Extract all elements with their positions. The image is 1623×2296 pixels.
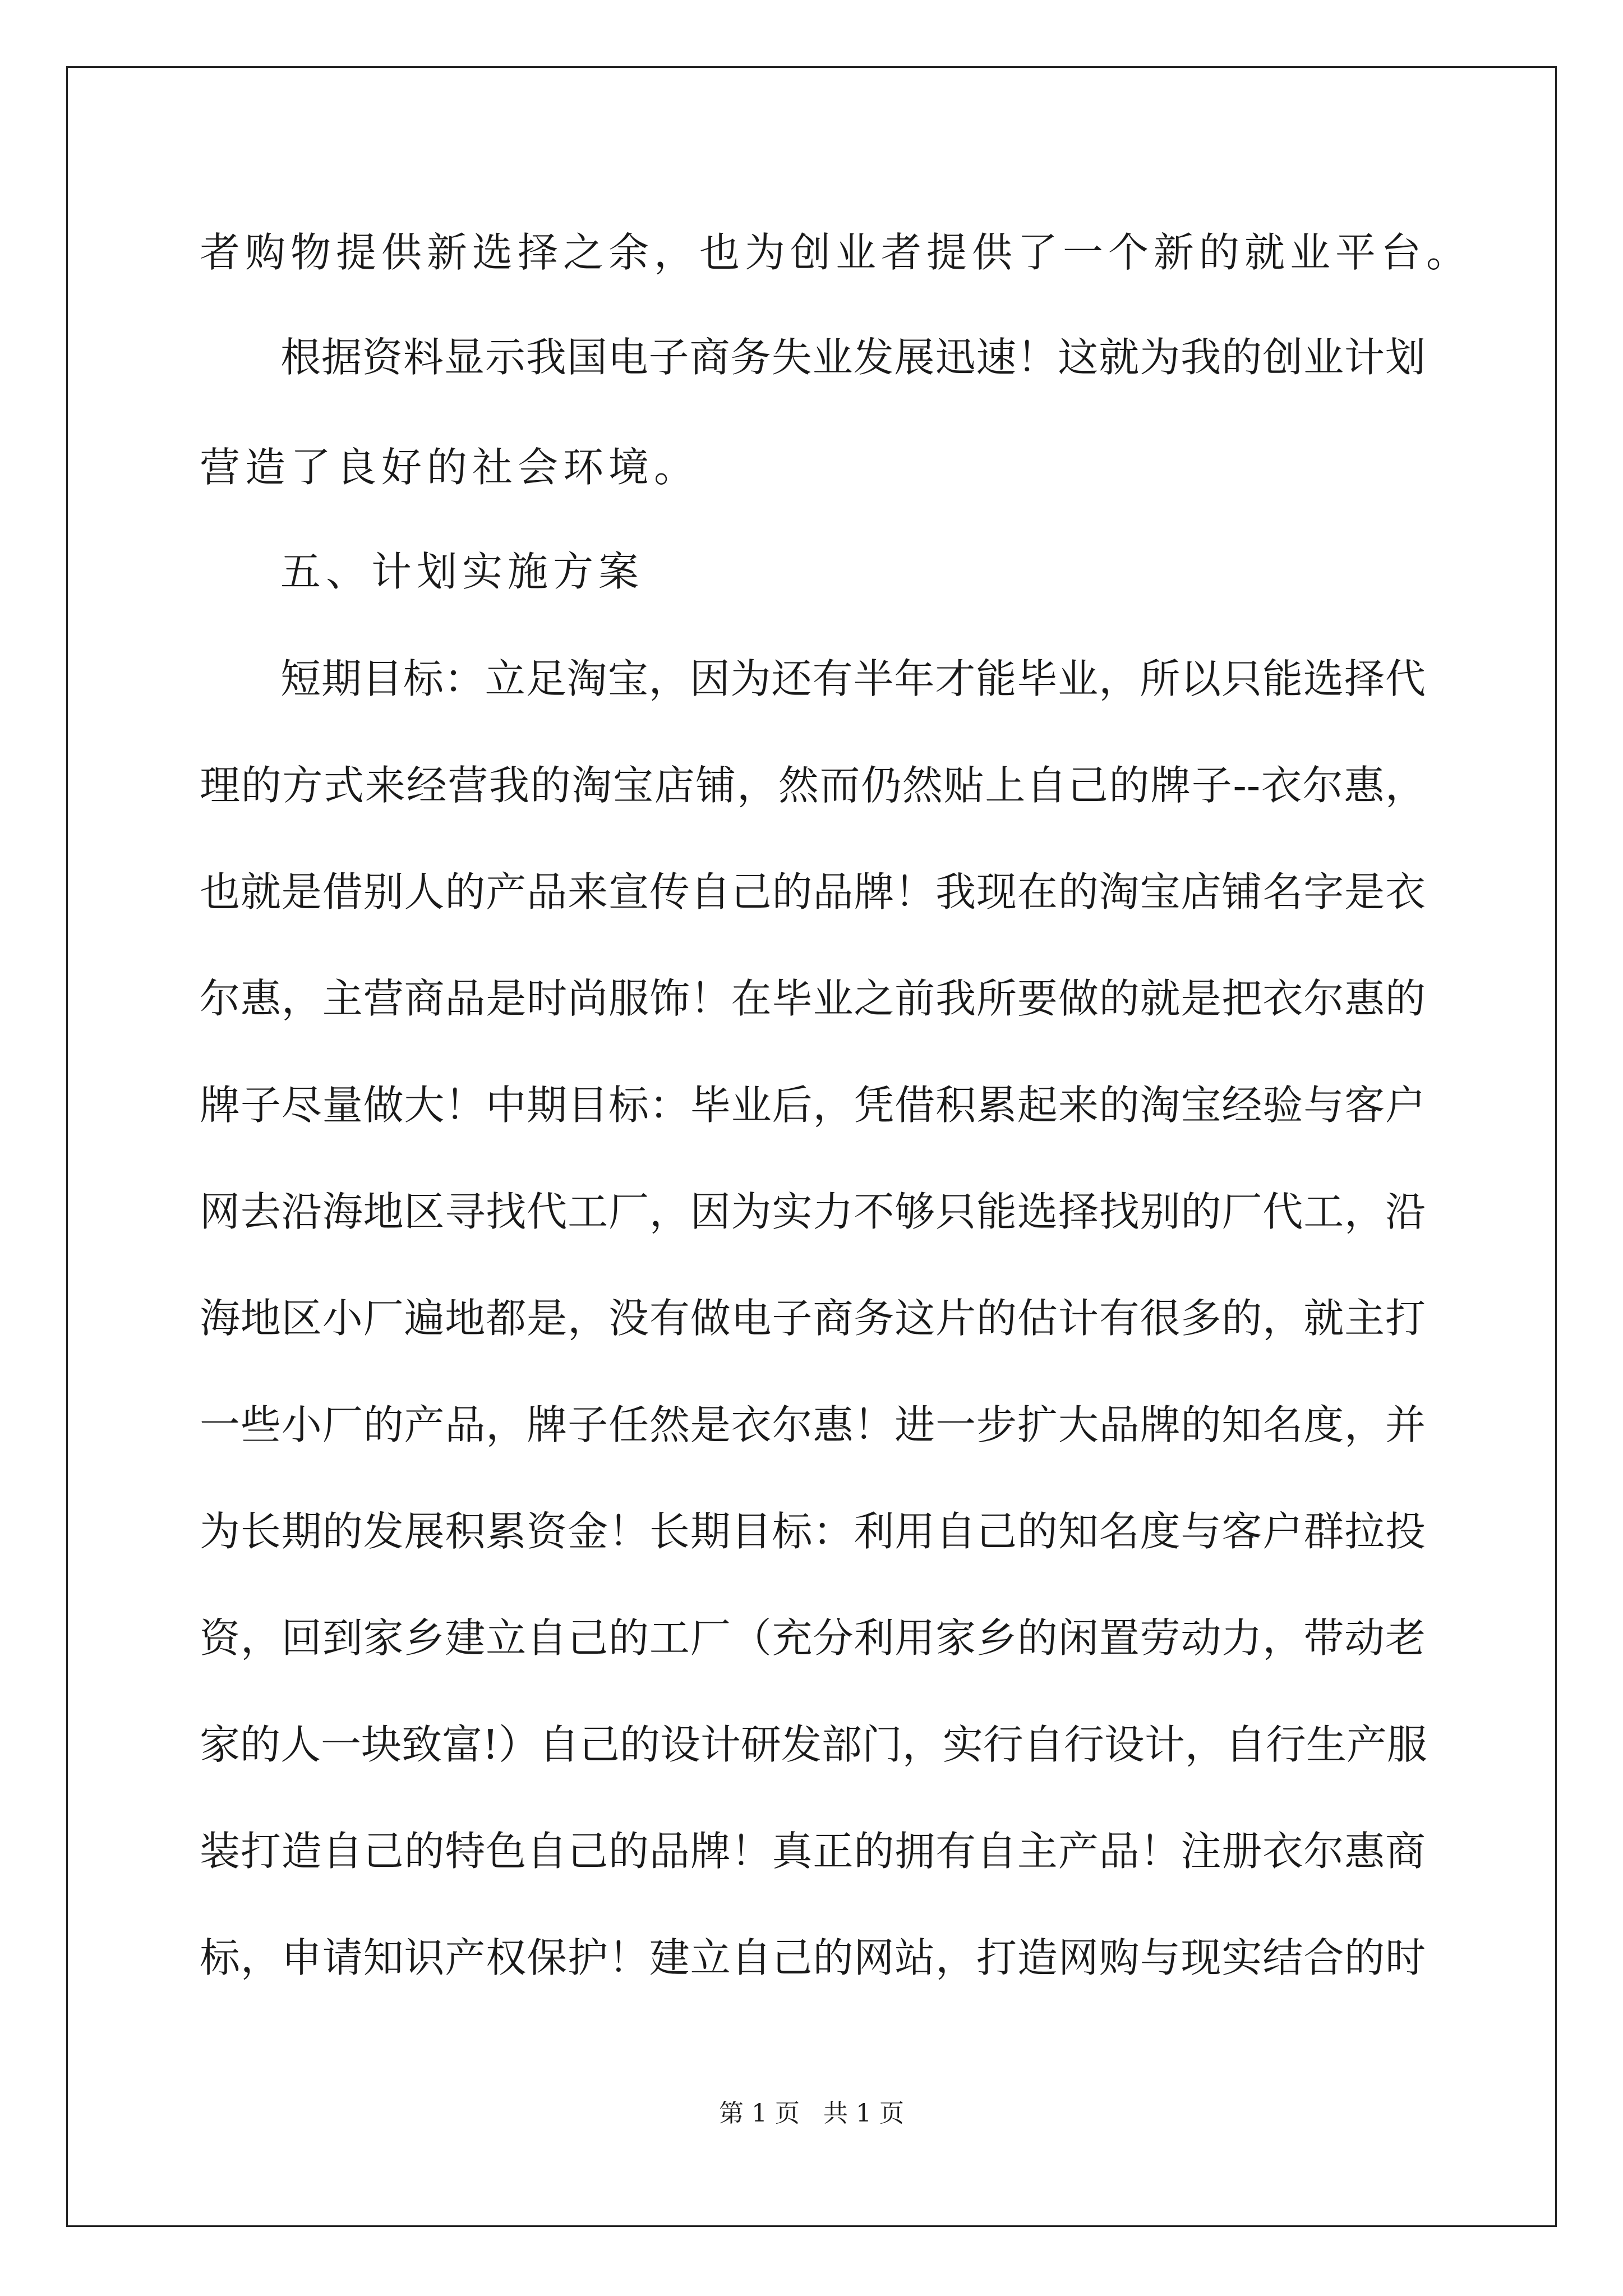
text-line: 网去沿海地区寻找代工厂，因为实力不够只能选择找别的厂代工，沿 — [200, 1188, 1426, 1235]
text-line: 一些小厂的产品，牌子任然是衣尔惠！进一步扩大品牌的知名度，并 — [200, 1401, 1426, 1448]
text-line: 也就是借别人的产品来宣传自己的品牌！我现在的淘宝店铺名字是衣 — [200, 868, 1426, 915]
text-line: 装打造自己的特色自己的品牌！真正的拥有自主产品！注册衣尔惠商 — [200, 1828, 1426, 1875]
paragraph-line: 根据资料显示我国电子商务失业发展迅速！这就为我的创业计划 — [280, 334, 1426, 381]
text-line: 理的方式来经营我的淘宝店铺，然而仍然贴上自己的牌子--衣尔惠， — [200, 762, 1426, 809]
section-heading: 五、计划实施方案 — [280, 548, 644, 595]
text-line: 尔惠，主营商品是时尚服饰！在毕业之前我所要做的就是把衣尔惠的 — [200, 975, 1426, 1022]
text-line: 牌子尽量做大！中期目标：毕业后，凭借积累起来的淘宝经验与客户 — [200, 1082, 1426, 1129]
text-line: 营造了良好的社会环境。 — [200, 444, 700, 491]
text-line: 者购物提供新选择之余，也为创业者提供了一个新的就业平台。 — [200, 229, 1472, 276]
page-border — [66, 66, 1557, 2227]
text-line: 海地区小厂遍地都是，没有做电子商务这片的估计有很多的，就主打 — [200, 1295, 1426, 1342]
text-line: 为长期的发展积累资金！长期目标：利用自己的知名度与客户群拉投 — [200, 1508, 1426, 1555]
text-line: 家的人一块致富!）自己的设计研发部门，实行自行设计，自行生产服 — [200, 1721, 1427, 1768]
page-number: 第 1 页 共 1 页 — [719, 2099, 904, 2128]
paragraph-line: 短期目标：立足淘宝，因为还有半年才能毕业，所以只能选择代 — [280, 655, 1426, 702]
text-line: 标，申请知识产权保护！建立自己的网站，打造网购与现实结合的时 — [200, 1934, 1426, 1981]
text-line: 资，回到家乡建立自己的工厂（充分利用家乡的闲置劳动力，带动老 — [200, 1614, 1426, 1662]
